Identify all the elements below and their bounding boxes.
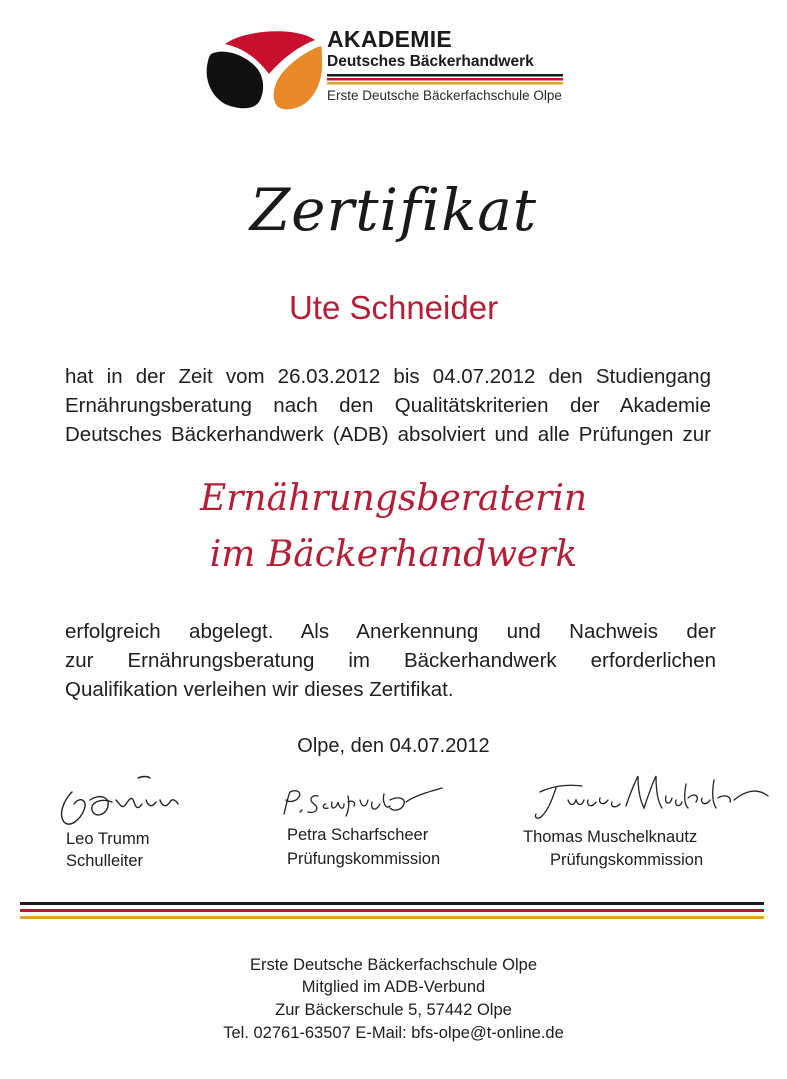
closing-line: erfolgreich abgelegt. Als Anerkennung und Nachweis der — [65, 620, 716, 643]
footer-contact: Tel. 02761-63507 E-Mail: bfs-olpe@t-online.de — [223, 1024, 564, 1042]
intro-line: Ernährungsberatung nach den Qualitätskriterien der Akademie — [65, 394, 711, 417]
handwritten-signature-icon — [512, 770, 772, 826]
place-date: Olpe, den 04.07.2012 — [297, 735, 490, 757]
signatory-name: Thomas Muschelknautz — [523, 828, 698, 846]
logo-mark-icon — [203, 28, 323, 112]
recipient-name: Ute Schneider — [288, 289, 499, 326]
qualification-line-2: im Bäckerhandwerk — [209, 534, 578, 575]
org-subtitle: Deutsches Bäckerhandwerk — [327, 53, 534, 70]
qualification-line-1: Ernährungsberaterin — [199, 478, 588, 519]
closing-line: Qualifikation verleihen wir dieses Zertifikat. — [65, 678, 454, 701]
signatory-role: Schulleiter — [66, 852, 144, 870]
footer-membership: Mitglied im ADB-Verbund — [301, 978, 486, 996]
certificate-title: Zertifikat — [249, 176, 538, 244]
signatory-role: Prüfungskommission — [550, 851, 704, 869]
handwritten-signature-icon — [278, 782, 448, 822]
school-name: Erste Deutsche Bäckerfachschule Olpe — [327, 88, 562, 103]
header-color-rule — [327, 74, 563, 85]
closing-paragraph — [65, 617, 716, 704]
intro-line: Deutsches Bäckerhandwerk (ADB) absolviert und alle Prüfungen zur — [65, 423, 711, 446]
signatory-name: Leo Trumm — [66, 830, 150, 848]
intro-paragraph — [65, 362, 711, 449]
footer-address: Zur Bäckerschule 5, 57442 Olpe — [275, 1001, 512, 1019]
closing-line: zur Ernährungsberatung im Bäckerhandwerk erforderlichen — [65, 649, 716, 672]
footer-color-stripes — [20, 902, 764, 924]
handwritten-signature-icon — [50, 770, 190, 830]
intro-line: hat in der Zeit vom 26.03.2012 bis 04.07.2012 den Studiengang — [65, 365, 711, 388]
signatory-role: Prüfungskommission — [287, 850, 441, 868]
org-name: AKADEMIE — [327, 26, 453, 52]
signatory-name: Petra Scharfscheer — [287, 826, 429, 844]
logo-black-shape — [207, 52, 263, 109]
footer-school: Erste Deutsche Bäckerfachschule Olpe — [249, 956, 538, 974]
